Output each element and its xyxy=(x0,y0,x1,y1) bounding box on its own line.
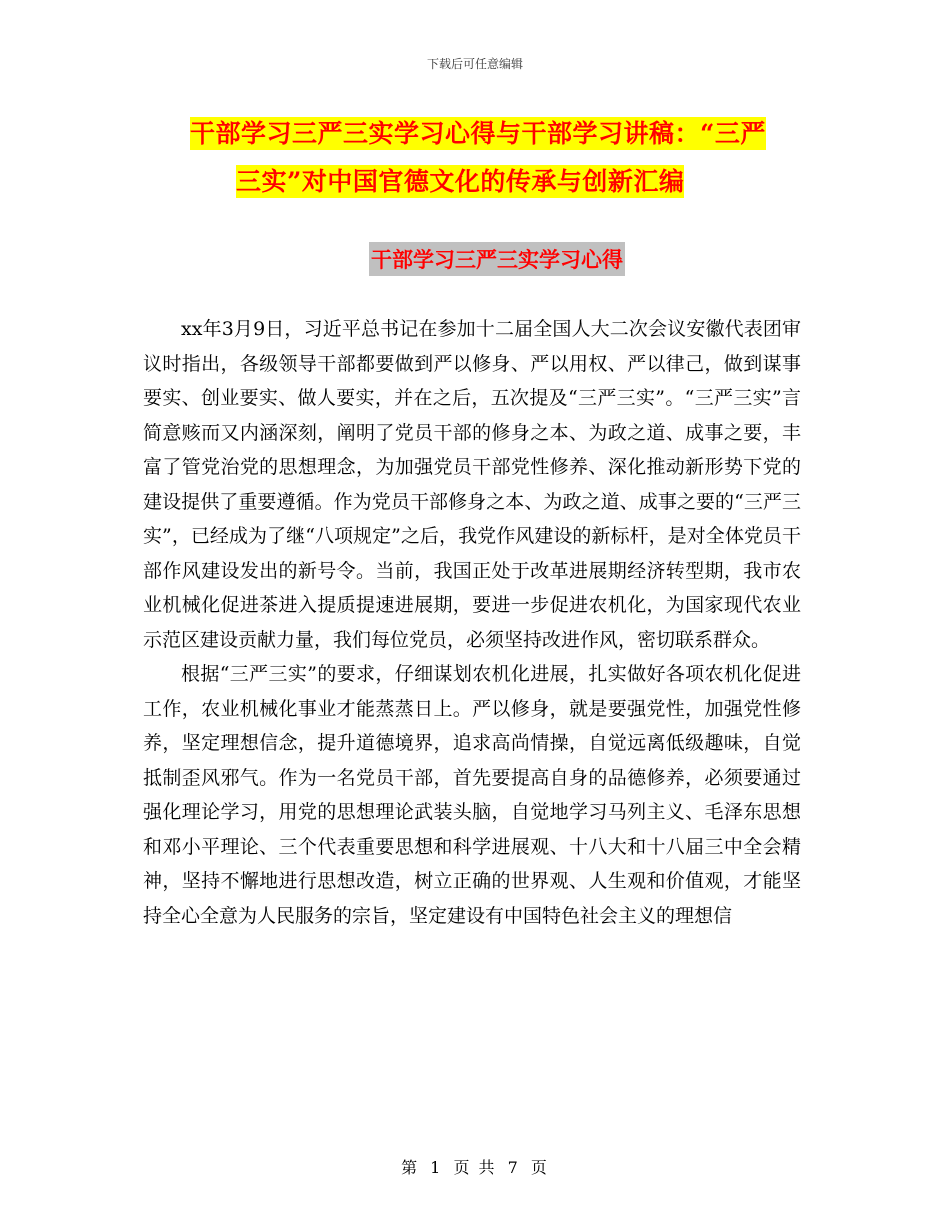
main-title-line-1-text: 干部学习三严三实学习心得与干部学习讲稿：“三严 xyxy=(190,119,766,148)
main-title-line-2 xyxy=(236,158,810,206)
body-text xyxy=(143,312,801,933)
footer-middle: 页 共 xyxy=(453,1158,497,1177)
paragraph-1: xx年3月9日，习近平总书记在参加十二届全国人大二次会议安徽代表团审议时指出，各级领导干部都要做到严以修身、严以用权、严以律己，做到谋事要实、创业要实、做人要实，并在之后，五次提及“三严三实”。“三严三实”言简意赅而又内涵深刻，阐明了党员干部的修身之本、为政之道、成事之要，丰富了管党治党的思想理念，为加强党员干部党性修养、深化推动新形势下党的建设提供了重要遵循。作为党员干部修身之本、为政之道、成事之要的“三严三实”，已经成为了继“八项规定”之后，我党作风建设的新标杆，是对全体党员干部作风建设发出的新号令。当前，我国正处于改革进展期经济转型期，我市农业机械化促进茶进入提质提速进展期，要进一步促进农机化，为国家现代农业示范区建设贡献力量，我们每位党员，必须坚持改进作风，密切联系群众。 xyxy=(143,318,801,651)
footer-suffix: 页 xyxy=(530,1158,549,1177)
paragraph-2: 根据“三严三实”的要求，仔细谋划农机化进展，扎实做好各项农机化促进工作，农业机械化事业才能蒸蒸日上。严以修身，就是要强党性，加强党性修养，坚定理想信念，提升道德境界，追求高尚情操，自觉远离低级趣味，自觉抵制歪风邪气。作为一名党员干部，首先要提高自身的品德修养，必须要通过强化理论学习，用党的思想理论武装头脑，自觉地学习马列主义、毛泽东思想和邓小平理论、三个代表重要思想和科学进展观、十八大和十八届三中全会精神，坚持不懈地进行思想改造，树立正确的世界观、人生观和价值观，才能坚持全心全意为人民服务的宗旨，坚定建设有中国特色社会主义的理想信 xyxy=(143,663,801,927)
subtitle-container xyxy=(0,242,950,276)
footer-page-number: 1 xyxy=(430,1158,443,1177)
main-title-line-1 xyxy=(190,110,810,158)
page-footer xyxy=(0,1155,950,1178)
footer-total-pages: 7 xyxy=(507,1158,520,1177)
section-subtitle: 干部学习三严三实学习心得 xyxy=(369,242,625,276)
main-title xyxy=(190,110,810,206)
main-title-line-2-text: 三实”对中国官德文化的传承与创新汇编 xyxy=(236,167,685,196)
footer-prefix: 第 xyxy=(401,1158,420,1177)
header-note: 下载后可任意编辑 xyxy=(426,57,523,71)
